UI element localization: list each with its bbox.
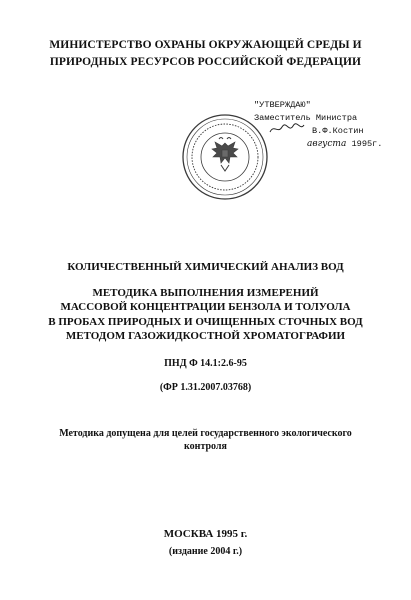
approval-note: [0, 427, 411, 453]
edition-note: (издание 2004 г.): [168, 546, 243, 557]
method-title-line-2: МАССОВОЙ КОНЦЕНТРАЦИИ БЕНЗОЛА И ТОЛУОЛА: [60, 301, 351, 314]
fr-code: (ФР 1.31.2007.03768): [159, 382, 252, 393]
method-title: [0, 286, 411, 343]
approval-year: 1995г.: [351, 139, 383, 149]
analysis-title: КОЛИЧЕСТВЕННЫЙ ХИМИЧЕСКИЙ АНАЛИЗ ВОД: [67, 261, 344, 273]
approval-block: [214, 99, 394, 151]
approval-stamp: "УТВЕРЖДАЮ": [254, 100, 311, 110]
city-year: МОСКВА 1995 г.: [163, 528, 248, 540]
approval-date-handwritten: августа: [307, 139, 347, 149]
method-title-line-3: В ПРОБАХ ПРИРОДНЫХ И ОЧИЩЕННЫХ СТОЧНЫХ ВОД: [48, 315, 363, 328]
approval-name-line: [214, 125, 394, 138]
approval-name: В.Ф.Костин: [312, 126, 364, 136]
ministry-line-1: МИНИСТЕРСТВО ОХРАНЫ ОКРУЖАЮЩЕЙ СРЕДЫ И: [49, 39, 362, 51]
signature-icon: [269, 121, 305, 136]
approval-note-line-1: Методика допущена для целей государственного экологического: [59, 428, 352, 439]
pnd-code: ПНД Ф 14.1:2.6-95: [164, 358, 247, 369]
approval-note-line-2: контроля: [184, 441, 227, 452]
method-title-line-4: МЕТОДОМ ГАЗОЖИДКОСТНОЙ ХРОМАТОГРАФИИ: [65, 329, 346, 342]
approval-position: Заместитель Министра: [254, 113, 358, 123]
method-title-line-1: МЕТОДИКА ВЫПОЛНЕНИЯ ИЗМЕРЕНИЙ: [92, 287, 319, 299]
approval-date-line: [214, 138, 394, 151]
ministry-header: [0, 37, 411, 71]
ministry-line-2: ПРИРОДНЫХ РЕСУРСОВ РОССИЙСКОЙ ФЕДЕРАЦИИ: [49, 56, 362, 68]
